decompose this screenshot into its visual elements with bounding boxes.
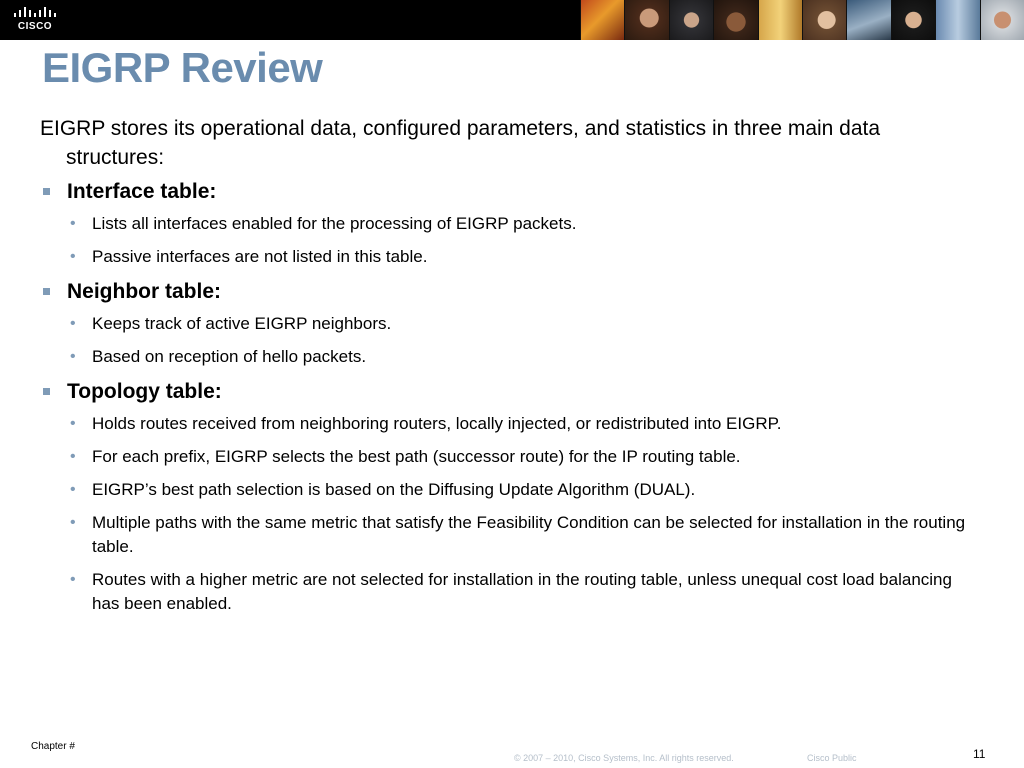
list-item [40, 212, 970, 236]
header-bar [0, 0, 1024, 40]
list-item [40, 478, 970, 502]
dot-bullet-icon: • [70, 448, 76, 465]
dot-bullet-icon: • [70, 348, 76, 365]
list-item-text: Keeps track of active EIGRP neighbors. [92, 314, 392, 333]
header-photo [891, 0, 935, 40]
dot-bullet-icon: • [70, 248, 76, 265]
list-item-text: EIGRP’s best path selection is based on the Diffusing Update Algorithm (DUAL). [92, 480, 696, 499]
intro-text: EIGRP stores its operational data, configured parameters, and statistics in three main data structures: [40, 117, 881, 169]
header-photo [713, 0, 757, 40]
slide-title: EIGRP Review [42, 44, 323, 91]
photo-strip [580, 0, 1024, 40]
section-heading [40, 178, 970, 206]
header-photo [669, 0, 713, 40]
header-photo [624, 0, 668, 40]
square-bullet-icon [43, 188, 50, 195]
square-bullet-icon [43, 388, 50, 395]
list-item [40, 245, 970, 269]
list-item [40, 412, 970, 436]
classification-label: Cisco Public [807, 753, 857, 763]
header-photo [846, 0, 890, 40]
header-photo [580, 0, 624, 40]
page-number: 11 [973, 747, 986, 761]
cisco-logo-text: CISCO [17, 21, 53, 32]
copyright-text: © 2007 – 2010, Cisco Systems, Inc. All rights reserved. [514, 753, 734, 763]
list-item-text: Holds routes received from neighboring routers, locally injected, or redistributed into EIGRP. [92, 414, 782, 433]
dot-bullet-icon: • [70, 215, 76, 232]
list-item-text: Routes with a higher metric are not selected for installation in the routing table, unless unequal cost load balancing has been enabled. [92, 570, 952, 613]
dot-bullet-icon: • [70, 315, 76, 332]
list-item-text: For each prefix, EIGRP selects the best path (successor route) for the IP routing table. [92, 447, 741, 466]
header-photo [980, 0, 1024, 40]
list-item [40, 568, 970, 616]
list-item [40, 312, 970, 336]
list-item-text: Based on reception of hello packets. [92, 347, 367, 366]
cisco-logo [12, 5, 62, 35]
list-item-text: Multiple paths with the same metric that satisfy the Feasibility Condition can be selected for installation in the routing table. [92, 513, 966, 556]
section-heading [40, 278, 970, 306]
section-heading [40, 378, 970, 406]
chapter-label: Chapter # [31, 741, 75, 752]
section-heading-text: Neighbor table: [67, 280, 222, 303]
section-heading-text: Interface table: [67, 180, 217, 203]
header-photo [758, 0, 802, 40]
dot-bullet-icon: • [70, 481, 76, 498]
header-photo [802, 0, 846, 40]
dot-bullet-icon: • [70, 571, 76, 588]
list-item [40, 511, 970, 559]
slide-body [40, 114, 970, 625]
list-item-text: Passive interfaces are not listed in this table. [92, 247, 428, 266]
cisco-bridge-icon [12, 5, 58, 19]
dot-bullet-icon: • [70, 415, 76, 432]
header-photo [935, 0, 979, 40]
list-item [40, 345, 970, 369]
square-bullet-icon [43, 288, 50, 295]
section-heading-text: Topology table: [67, 380, 222, 403]
dot-bullet-icon: • [70, 514, 76, 531]
list-item-text: Lists all interfaces enabled for the processing of EIGRP packets. [92, 214, 577, 233]
list-item [40, 445, 970, 469]
